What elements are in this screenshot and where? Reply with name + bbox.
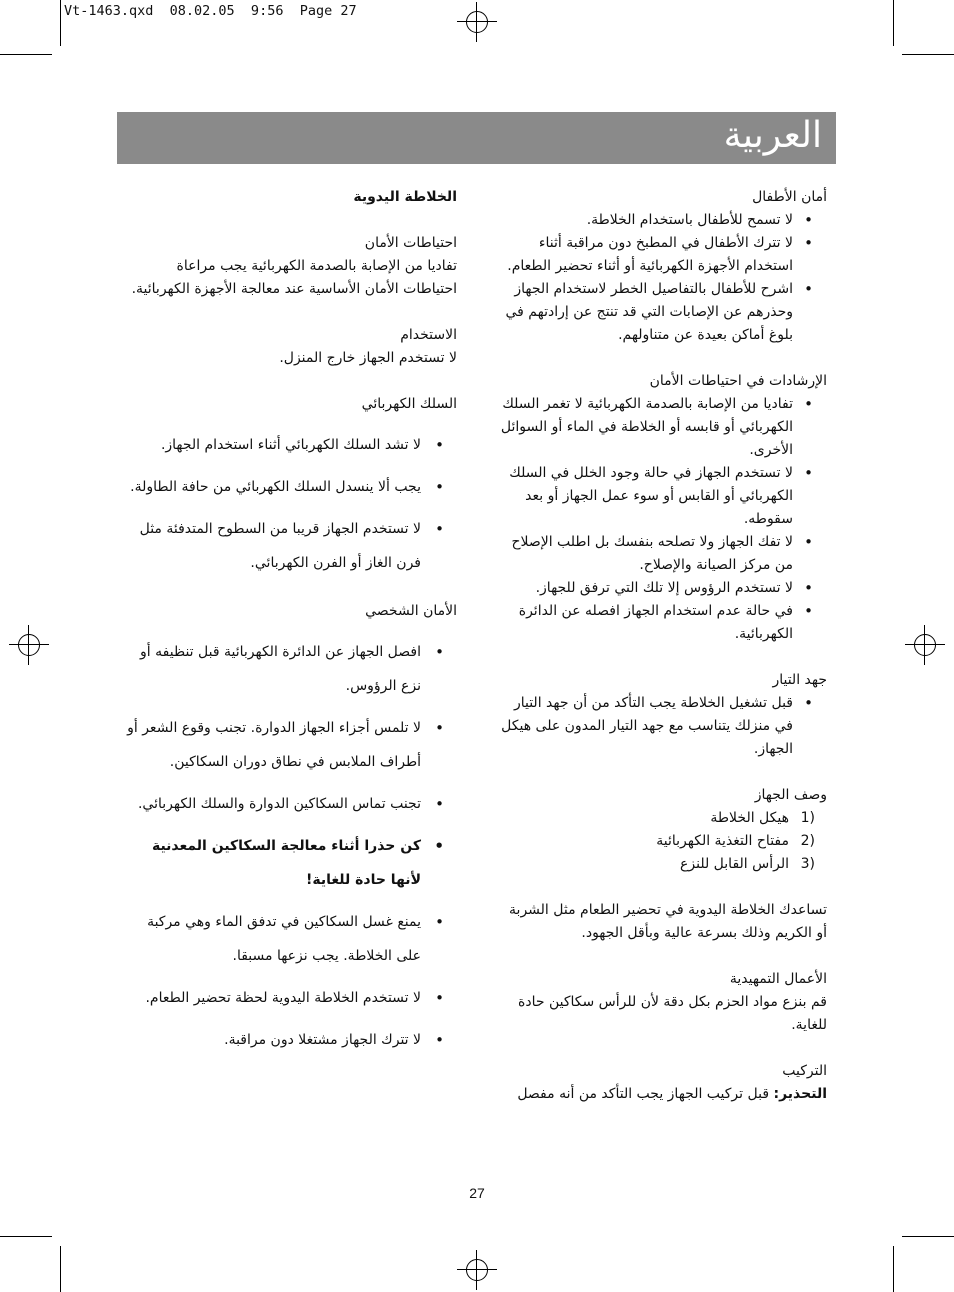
crop-mark bbox=[902, 54, 954, 55]
personal-safety-heading: الأمان الشخصي bbox=[365, 603, 457, 619]
crop-mark bbox=[60, 1246, 61, 1292]
crop-mark bbox=[893, 0, 894, 46]
list-item: • يجب ألا ينسدل السلك الكهربائي من حافة الطاولة. bbox=[127, 470, 457, 504]
list-item: • تجنب تماس السكاكين الدوارة والسلك الكهربائي. bbox=[127, 787, 457, 821]
language-banner bbox=[117, 112, 836, 164]
list-item: • لا تستخدم الجهاز قريبا من السطوح المتدفئة مثل فرن الغاز أو الفرن الكهربائي. bbox=[127, 512, 457, 580]
list-item: • لا تشد السلك الكهربائي أثناء استخدام الجهاز. bbox=[127, 428, 457, 462]
crop-mark bbox=[0, 54, 52, 55]
list-item: • لا تلمس أجزاء الجهاز الدوارة. تجنب وقوع الشعر أو أطراف الملابس في نطاق دوران السكاكين. bbox=[127, 711, 457, 779]
parts-list bbox=[497, 807, 827, 876]
registration-mark-right bbox=[905, 625, 945, 665]
voltage-heading: جهد التيار bbox=[772, 672, 827, 688]
crop-mark bbox=[893, 1246, 894, 1292]
cord-list bbox=[127, 428, 457, 580]
list-item: • لا تترك الجهاز مشتغلا دون مراقبة. bbox=[127, 1023, 457, 1057]
list-item: • لا تستخدم الجهاز في حالة وجود الخلل في السلك الكهربائي أو القابس أو سوء عمل الجهاز أو بعد سقوطه. bbox=[497, 462, 827, 531]
list-item: • تفاديا من الإصابة بالصدمة الكهربائية لا تغمر السلك الكهربائي أو قابسه أو الخلاطة في الماء أو السوائل الأخرى. bbox=[497, 393, 827, 462]
registration-mark-top bbox=[457, 2, 497, 42]
safety-instructions-list bbox=[497, 393, 827, 646]
assembly-heading: التركيب bbox=[782, 1063, 827, 1079]
preparation-heading: الأعمال التمهيدية bbox=[729, 971, 827, 987]
parts-list-item bbox=[497, 830, 827, 853]
print-slug: Vt-1463.qxd 08.02.05 9:56 Page 27 bbox=[64, 3, 357, 19]
list-item: • لا تترك الأطفال في المطبخ دون مراقبة أثناء استخدام الأجهزة الكهربائية أو أثناء تحضير الطعام. bbox=[497, 232, 827, 278]
parts-list-item bbox=[497, 853, 827, 876]
registration-mark-bottom bbox=[457, 1250, 497, 1290]
list-item: • يمنع غسل السكاكين في تدفق الماء وهي مركبة على الخلاطة. يجب نزعها مسبقا. bbox=[127, 905, 457, 973]
list-item: • كن حذرا أثناء معالجة السكاكين المعدنية لأنها حادة للغاية! bbox=[127, 829, 457, 897]
list-item: • في حالة عدم استخدام الجهاز افصله عن الدائرة الكهربائية. bbox=[497, 600, 827, 646]
voltage-list bbox=[497, 692, 827, 761]
crop-mark bbox=[60, 0, 61, 46]
banner-title: العربية bbox=[723, 115, 822, 156]
item-text: مفتاح التغذية الكهربائية bbox=[656, 833, 789, 849]
intro-paragraph: تساعدك الخلاطة اليدوية في تحضير الطعام مثل الشربة أو الكريم وذلك بسرعة عالية وبأقل الجهود. bbox=[509, 902, 827, 941]
usage-text: لا تستخدم الجهاز خارج المنزل. bbox=[279, 350, 457, 366]
list-item: • لا تستخدم الرؤوس إلا تلك التي ترفق للجهاز. bbox=[497, 577, 827, 600]
item-number: 1) bbox=[800, 810, 815, 826]
left-column bbox=[127, 186, 457, 1065]
item-number: 2) bbox=[800, 833, 815, 849]
right-column bbox=[497, 186, 827, 1106]
children-safety-list bbox=[497, 209, 827, 347]
page-number: 27 bbox=[469, 1185, 485, 1201]
warning-label: التحذير: bbox=[773, 1086, 827, 1102]
list-item: • اشرح للأطفال بالتفاصيل الخطر لاستخدام الجهاز وحذرهم عن الإصابات التي قد تنتج عن إرادتهم في بلوغ أماكن بعيدة عن متناولهم. bbox=[497, 278, 827, 347]
safety-instructions-heading: الإرشادات في احتياطات الأمان bbox=[649, 373, 827, 389]
crop-mark bbox=[0, 1236, 52, 1237]
cord-heading: السلك الكهربائي bbox=[361, 396, 457, 412]
item-text: الرأس القابل للنزع bbox=[680, 856, 789, 872]
list-item: • لا تستخدم الخلاطة اليدوية لحظة تحضير الطعام. bbox=[127, 981, 457, 1015]
preparation-text: قم بنزع مواد الحزم بكل دقة لأن للرأس سكاكين حادة للغاية. bbox=[518, 994, 827, 1033]
item-number: 3) bbox=[800, 856, 815, 872]
list-item: • افصل الجهاز عن الدائرة الكهربائية قبل تنظيفه أو نزع الرؤوس. bbox=[127, 635, 457, 703]
precautions-heading: احتياطات الأمان bbox=[364, 235, 457, 251]
crop-mark bbox=[902, 1236, 954, 1237]
warning-text: قبل تركيب الجهاز يجب التأكد من أنه مفصل bbox=[517, 1086, 774, 1102]
list-item: • قبل تشغيل الخلاطة يجب التأكد من أن جهد التيار في منزلك يتناسب مع جهد التيار المدون على هيكل الجهاز. bbox=[497, 692, 827, 761]
personal-safety-list bbox=[127, 635, 457, 1057]
usage-heading: الاستخدام bbox=[400, 327, 457, 343]
assembly-warning bbox=[497, 1083, 827, 1106]
section-title: الخلاطة اليدوية bbox=[353, 189, 457, 205]
description-heading: وصف الجهاز bbox=[754, 787, 827, 803]
registration-mark-left bbox=[9, 625, 49, 665]
children-safety-heading: أمان الأطفال bbox=[752, 189, 827, 205]
list-item: • لا تفك الجهاز ولا تصلحه بنفسك بل اطلب الإصلاح من مركز الصيانة والإصلاح. bbox=[497, 531, 827, 577]
item-text: هيكل الخلاطة bbox=[710, 810, 789, 826]
precautions-text: تفاديا من الإصابة بالصدمة الكهربائية يجب مراعاة احتياطات الأمان الأساسية عند معالجة الأجهزة الكهربائية. bbox=[131, 258, 457, 297]
list-item: • لا تسمح للأطفال باستخدام الخلاطة. bbox=[497, 209, 827, 232]
parts-list-item bbox=[497, 807, 827, 830]
